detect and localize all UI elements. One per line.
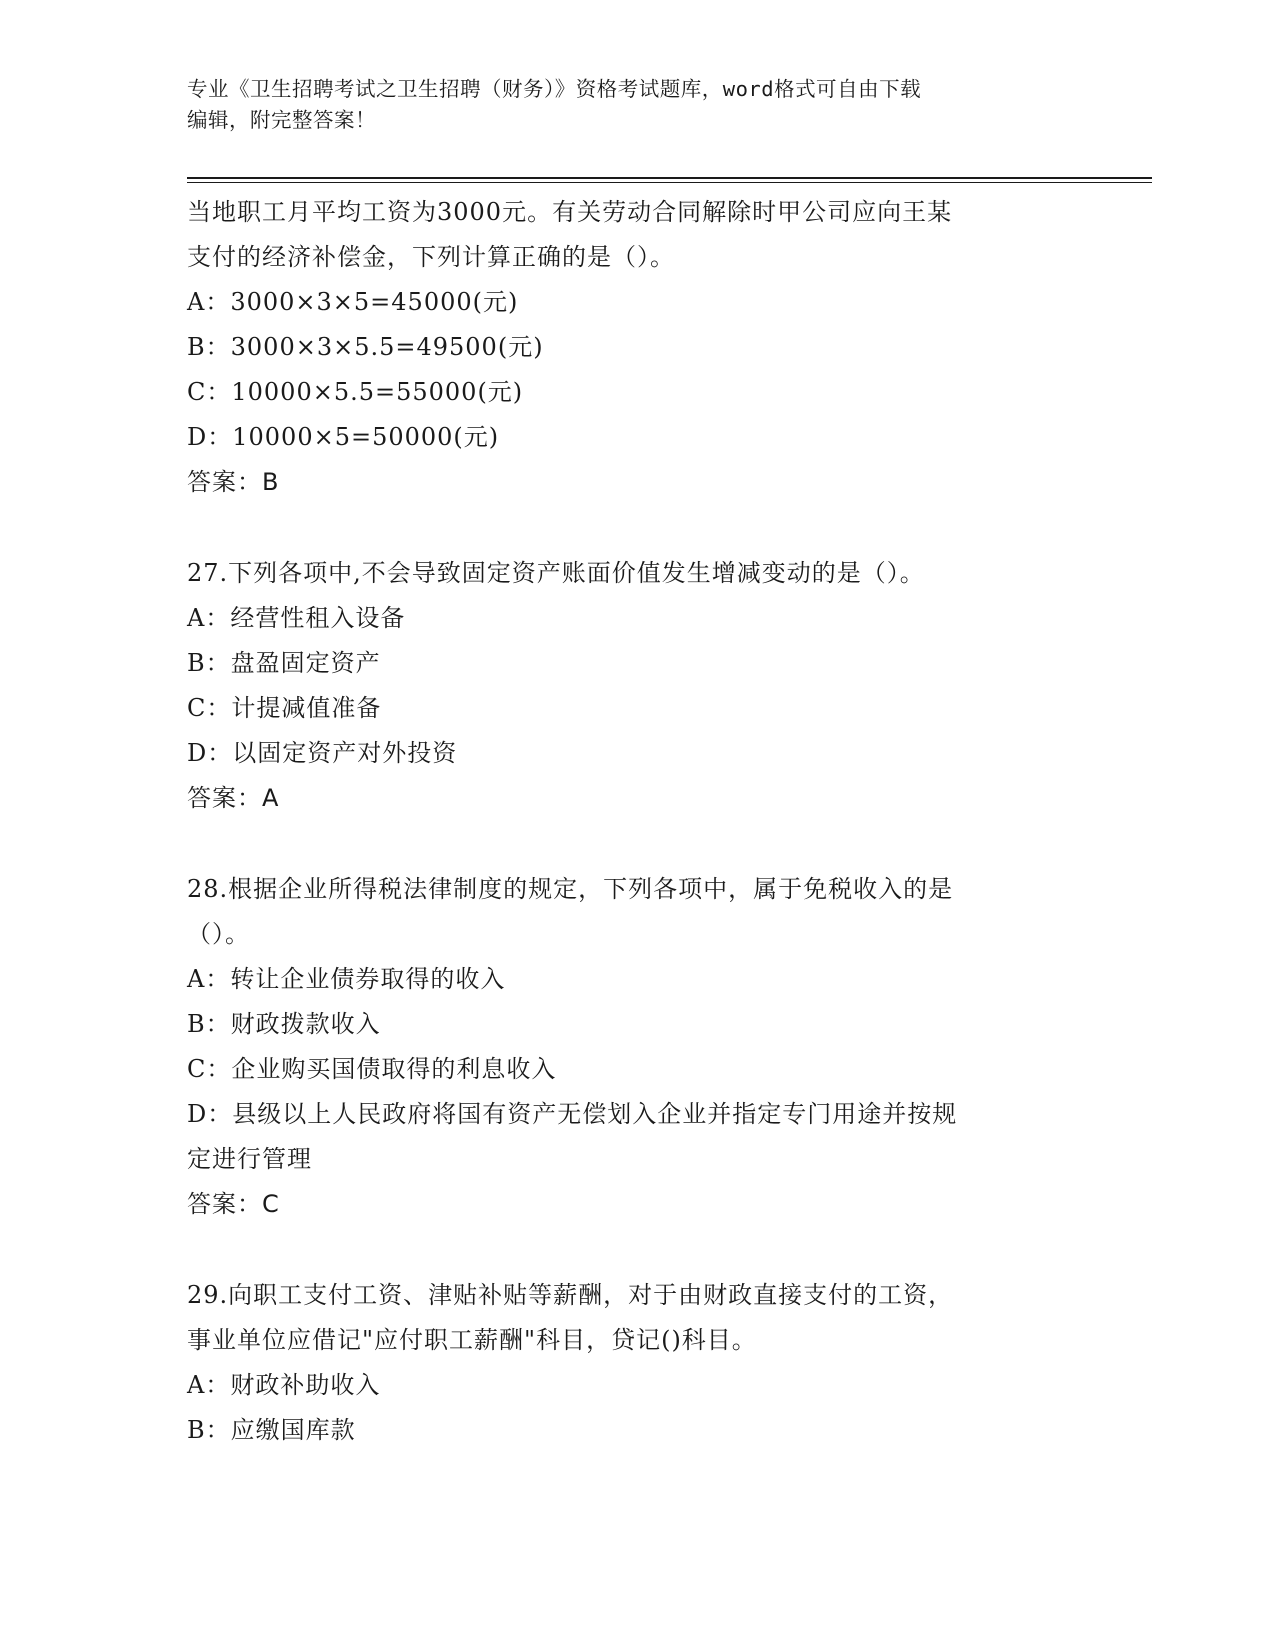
option-a: A：转让企业债券取得的收入	[187, 965, 506, 993]
option-a: A：经营性租入设备	[187, 604, 406, 632]
question-text-line: 29.向职工支付工资、津贴补贴等薪酬，对于由财政直接支付的工资，	[187, 1281, 954, 1309]
question-28	[187, 867, 1087, 1227]
option-c: C：10000×5.5=55000(元)	[187, 378, 524, 406]
option-c: C：企业购买国债取得的利息收入	[187, 1055, 557, 1083]
spacer	[187, 1227, 1087, 1273]
option-b: B：财政拨款收入	[187, 1010, 381, 1038]
answer-label: 答案：C	[187, 1190, 280, 1218]
option-a: A：财政补助收入	[187, 1371, 381, 1399]
question-text-line: 27.下列各项中,不会导致固定资产账面价值发生增减变动的是（）。	[187, 559, 925, 587]
option-b: B：盘盈固定资产	[187, 649, 381, 677]
question-text-line: 事业单位应借记"应付职工薪酬"科目，贷记()科目。	[187, 1326, 757, 1354]
spacer	[187, 821, 1087, 867]
question-26-continued	[187, 190, 1087, 505]
option-d: D：县级以上人民政府将国有资产无偿划入企业并指定专门用途并按规	[187, 1100, 958, 1128]
option-d: D：10000×5=50000(元)	[187, 423, 500, 451]
answer-label: 答案：A	[187, 784, 280, 812]
option-d-continued: 定进行管理	[187, 1145, 312, 1173]
option-d: D：以固定资产对外投资	[187, 739, 458, 767]
header-divider-thin	[187, 182, 1152, 183]
option-c: C：计提减值准备	[187, 694, 382, 722]
question-content	[187, 190, 1087, 1453]
option-b: B：3000×3×5.5=49500(元)	[187, 333, 544, 361]
spacer	[187, 505, 1087, 551]
question-text-line: 支付的经济补偿金，下列计算正确的是（）。	[187, 243, 675, 271]
header-divider-thick	[187, 177, 1152, 179]
question-29	[187, 1273, 1087, 1453]
answer-label: 答案：B	[187, 468, 280, 496]
option-b: B：应缴国库款	[187, 1416, 356, 1444]
option-a: A：3000×3×5=45000(元)	[187, 288, 519, 316]
question-27	[187, 551, 1087, 821]
question-text-line: 28.根据企业所得税法律制度的规定，下列各项中，属于免税收入的是	[187, 875, 954, 903]
question-text-line: （）。	[187, 920, 250, 948]
question-text-line: 当地职工月平均工资为3000元。有关劳动合同解除时甲公司应向王某	[187, 198, 953, 226]
document-header: 专业《卫生招聘考试之卫生招聘（财务）》资格考试题库，word格式可自由下载 编辑，附完整答案！	[187, 77, 922, 132]
